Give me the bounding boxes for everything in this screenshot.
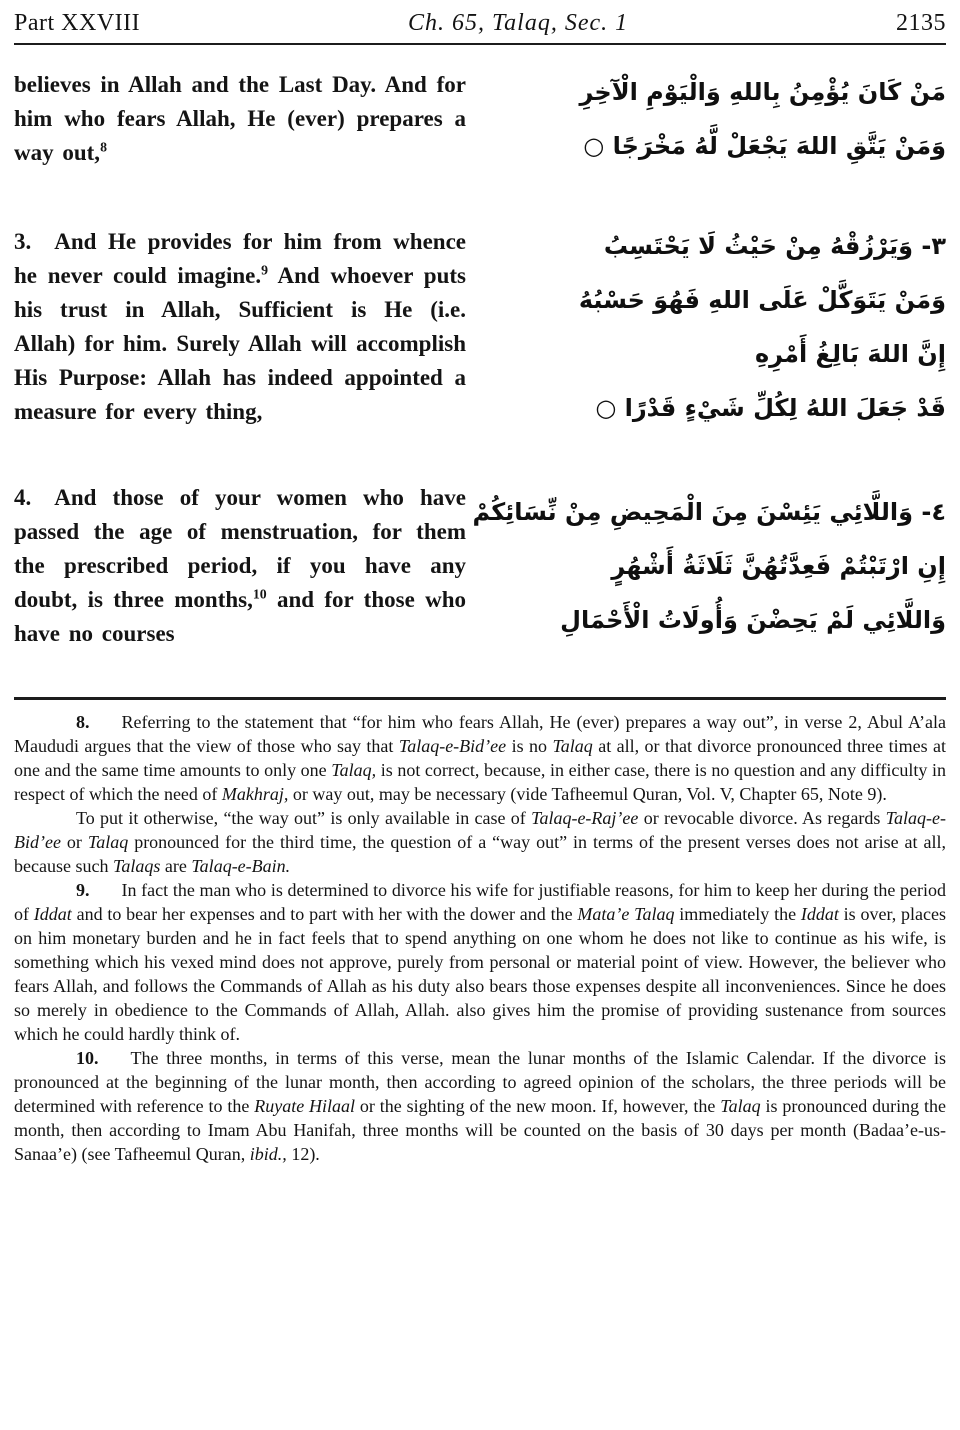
verse-row [14, 481, 946, 651]
page-number: 2135 [895, 10, 946, 36]
arabic-line: إِنَّ اللهَ بَالِغُ أَمْرِهِ [755, 340, 946, 368]
page-header [14, 0, 946, 45]
footnote-paragraph: 9. In fact the man who is determined to divorce his wife for justifiable reasons, for him to keep her during the period of Iddat and to bear her expenses and to part with her with the dower and the Mata’e Talaq immediately the Iddat is over, places on him monetary burden and he in fact feels that to spend anything on one whom he does not like to continue as his wife, is something which his vexed mind does not approve, purely from personal or material point of view. However, the believer who fears Allah, and follows the Commands of Allah as his duty also bears those expenses despite all inconveniences. Since he does so merely in obedience to the Commands of Allah, Allah. also gives him the promise of providing sustenance from sources which he could hardly think of. [14, 880, 947, 1044]
verse-english: 4. And those of your women who have passed the age of menstruation, for them the prescribed period, if you have any doubt, is three months,$^{10}$ and for those who have no courses [14, 485, 466, 646]
arabic-line: مَنْ كَانَ يُؤْمِنُ بِاللهِ وَالْيَوْمِ الْآخِرِ [579, 78, 946, 106]
verse-arabic [466, 485, 946, 647]
arabic-line: ٤- وَاللَّائِي يَئِسْنَ مِنَ الْمَحِيضِ مِنْ نِّسَائِكُمْ [472, 498, 946, 526]
verse-arabic [466, 219, 946, 435]
arabic-line: وَمَنْ يَتَوَكَّلْ عَلَى اللهِ فَهُوَ حَسْبُهُ [578, 286, 946, 314]
footnote-number: 9. [76, 880, 90, 900]
verse-english: 3. And He provides for him from whence he never could imagine.$^9$ And whoever puts his trust in Allah, Sufficient is He (i.e. Allah) for him. Surely Allah will accomplish His Purpose: Allah has indeed appointed a measure for every thing, [14, 229, 467, 424]
section-divider [14, 697, 946, 700]
footnote-number: 10. [76, 1048, 99, 1068]
arabic-line: قَدْ جَعَلَ اللهُ لِكُلِّ شَيْءٍ قَدْرًا ○ [595, 394, 946, 422]
verse-row [14, 219, 946, 435]
part-label: Part XXVIII [14, 10, 141, 36]
footnotes [14, 710, 946, 1174]
footnote-number: 8. [76, 712, 90, 732]
footnote-paragraph: 10. The three months, in terms of this verse, mean the lunar months of the Islamic Calendar. If the divorce is pronounced at the beginning of the lunar month, then according to agreed opinion of the scholars, the three periods will be determined with reference to the Ruyate Hilaal or the sighting of the new moon. If, however, the Talaq is pronounced during the month, then according to Imam Abu Hanifah, three months will be counted on the basis of 30 days per month (Badaa’e-us-Sanaa’e) (see Tafheemul Quran, ibid., 12). [14, 1048, 947, 1164]
verses [14, 45, 946, 651]
chapter-title: Ch. 65, Talaq, Sec. 1 [408, 10, 629, 36]
verse-row [14, 65, 946, 173]
arabic-line: إِنِ ارْتَبْتُمْ فَعِدَّتُهُنَّ ثَلَاثَةُ أَشْهُرٍ [611, 552, 946, 580]
verse-arabic [466, 65, 946, 173]
footnote-paragraph: To put it otherwise, “the way out” is only available in case of Talaq-e-Raj’ee or revocable divorce. As regards Talaq-e-Bid’ee or Talaq pronounced for the third time, the question of a “way out” in terms of the present verses does not arise at all, because such Talaqs are Talaq-e-Bain. [14, 808, 946, 876]
verse-english: believes in Allah and the Last Day. And for him who fears Allah, He (ever) prepares a way out,$^8$ [14, 72, 466, 165]
footnote-paragraph: 8. Referring to the statement that “for him who fears Allah, He (ever) prepares a way out”, in verse 2, Abul A’ala Maududi argues that the view of those who say that Talaq-e-Bid’ee is no Talaq at all, or that divorce pronounced three times at one and the same time amounts to only one Talaq, is not correct, because, in either case, there is no question and any difficulty in respect of which the need of Makhraj, or way out, may be necessary (vide Tafheemul Quran, Vol. V, Chapter 65, Note 9). [14, 712, 946, 804]
arabic-line: وَمَنْ يَتَّقِ اللهَ يَجْعَلْ لَّهُ مَخْرَجًا ○ [583, 132, 946, 160]
arabic-line: وَاللَّائِي لَمْ يَحِضْنَ وَأُولَاتُ الْأَحْمَالِ [560, 606, 946, 634]
arabic-line: ٣- وَيَرْزُقْهُ مِنْ حَيْثُ لَا يَحْتَسِبُ [603, 232, 946, 260]
